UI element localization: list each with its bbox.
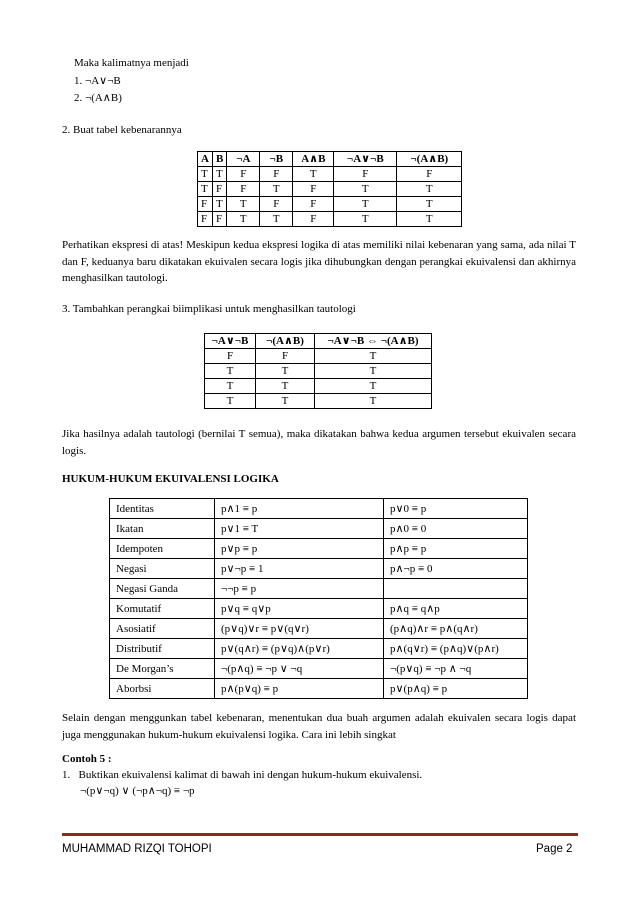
law-formula-2 xyxy=(384,579,528,599)
col-header: A xyxy=(198,152,213,167)
law-name: Distributif xyxy=(110,639,215,659)
cell: F xyxy=(260,167,293,182)
table-row xyxy=(110,639,528,659)
cell: T xyxy=(315,364,432,379)
example-item: 1. Buktikan ekuivalensi kalimat di bawah ini dengan hukum-hukum ekuivalensi. xyxy=(62,769,423,781)
col-header: B xyxy=(212,152,226,167)
law-name: De Morgan’s xyxy=(110,659,215,679)
table-row xyxy=(205,379,432,394)
cell: T xyxy=(293,167,334,182)
table-row xyxy=(110,619,528,639)
cell: T xyxy=(260,182,293,197)
law-name: Komutatif xyxy=(110,599,215,619)
law-formula-2: ¬(p∨q) ≡ ¬p ∧ ¬q xyxy=(384,659,528,679)
col-header: A∧B xyxy=(293,152,334,167)
cell: T xyxy=(198,167,213,182)
cell: F xyxy=(198,212,213,227)
law-formula-1: ¬(p∧q) ≡ ¬p ∨ ¬q xyxy=(215,659,384,679)
table-row xyxy=(205,349,432,364)
cell: F xyxy=(397,167,462,182)
col-header: ¬A xyxy=(227,152,260,167)
cell: T xyxy=(334,212,397,227)
cell: T xyxy=(334,197,397,212)
cell: F xyxy=(205,349,256,364)
law-formula-1: ¬¬p ≡ p xyxy=(215,579,384,599)
cell: F xyxy=(198,197,213,212)
cell: F xyxy=(212,212,226,227)
col-header: ¬A∨¬B xyxy=(205,334,256,349)
law-formula-2: p∨0 ≡ p xyxy=(384,499,528,519)
law-name: Negasi Ganda xyxy=(110,579,215,599)
table-row xyxy=(205,364,432,379)
cell: T xyxy=(397,182,462,197)
cell: T xyxy=(227,197,260,212)
paragraph-1: Perhatikan ekspresi di atas! Meskipun kedua ekspresi logika di atas memiliki nilai kebenaran yang sama, ada nilai T dan F, keduanya baru dikatakan ekuivalen secara logis jika dihubungkan dengan perangkai ekuivalensi dan akhirnya menghasilkan tautologi. xyxy=(62,239,576,284)
cell: T xyxy=(334,182,397,197)
cell: T xyxy=(198,182,213,197)
table-row xyxy=(198,197,462,212)
col-header: ¬(A∧B) xyxy=(397,152,462,167)
table-row xyxy=(198,167,462,182)
footer-rule xyxy=(62,833,578,836)
cell: T xyxy=(397,197,462,212)
col-header: ¬A∨¬B xyxy=(334,152,397,167)
cell: T xyxy=(397,212,462,227)
law-formula-1: p∨p ≡ p xyxy=(215,539,384,559)
cell: F xyxy=(293,182,334,197)
law-name: Idempoten xyxy=(110,539,215,559)
table-row xyxy=(110,679,528,699)
cell: T xyxy=(256,379,315,394)
col-header: ¬B xyxy=(260,152,293,167)
law-formula-1: p∧1 ≡ p xyxy=(215,499,384,519)
cell: T xyxy=(205,379,256,394)
biimplication-table xyxy=(204,333,432,409)
law-name: Ikatan xyxy=(110,519,215,539)
cell: F xyxy=(227,167,260,182)
laws-heading: HUKUM-HUKUM EKUIVALENSI LOGIKA xyxy=(62,473,279,485)
cell: T xyxy=(205,394,256,409)
intro-lead: Maka kalimatnya menjadi xyxy=(74,57,189,69)
cell: T xyxy=(315,349,432,364)
cell: T xyxy=(212,167,226,182)
law-formula-2: p∨(p∧q) ≡ p xyxy=(384,679,528,699)
cell: F xyxy=(334,167,397,182)
intro-item-2: 2. ¬(A∧B) xyxy=(74,92,122,104)
table-row xyxy=(110,539,528,559)
law-formula-1: p∧(p∨q) ≡ p xyxy=(215,679,384,699)
law-formula-1: (p∨q)∨r ≡ p∨(q∨r) xyxy=(215,619,384,639)
law-name: Identitas xyxy=(110,499,215,519)
law-formula-1: p∨q ≡ q∨p xyxy=(215,599,384,619)
step3-heading: 3. Tambahkan perangkai biimplikasi untuk menghasilkan tautologi xyxy=(62,303,356,315)
table-row xyxy=(198,182,462,197)
law-formula-1: p∨(q∧r) ≡ (p∨q)∧(p∨r) xyxy=(215,639,384,659)
col-header: ¬A∨¬B ⇔ ¬(A∧B) xyxy=(315,334,432,349)
cell: T xyxy=(205,364,256,379)
law-formula-2: (p∧q)∧r ≡ p∧(q∧r) xyxy=(384,619,528,639)
cell: T xyxy=(260,212,293,227)
law-formula-2: p∧¬p ≡ 0 xyxy=(384,559,528,579)
table-row xyxy=(205,394,432,409)
cell: F xyxy=(227,182,260,197)
table-row xyxy=(110,559,528,579)
law-formula-2: p∧(q∨r) ≡ (p∧q)∨(p∧r) xyxy=(384,639,528,659)
paragraph-2: Jika hasilnya adalah tautologi (bernilai T semua), maka dikatakan bahwa kedua argumen tersebut ekuivalen secara logis. xyxy=(62,428,576,457)
cell: F xyxy=(256,349,315,364)
table-row xyxy=(110,519,528,539)
step2-heading: 2. Buat tabel kebenarannya xyxy=(62,124,182,136)
law-name: Aborbsi xyxy=(110,679,215,699)
cell: T xyxy=(256,394,315,409)
intro-item-1: 1. ¬A∨¬B xyxy=(74,75,121,87)
equivalence-laws-table xyxy=(109,498,528,699)
cell: F xyxy=(212,182,226,197)
law-formula-1: p∨1 ≡ T xyxy=(215,519,384,539)
law-formula-2: p∧0 ≡ 0 xyxy=(384,519,528,539)
cell: T xyxy=(227,212,260,227)
cell: F xyxy=(260,197,293,212)
col-header: ¬(A∧B) xyxy=(256,334,315,349)
law-formula-1: p∨¬p ≡ 1 xyxy=(215,559,384,579)
example-expression: ¬(p∨¬q) ∨ (¬p∧¬q) ≡ ¬p xyxy=(80,785,195,797)
table-row xyxy=(110,499,528,519)
cell: F xyxy=(293,212,334,227)
table-row xyxy=(110,599,528,619)
law-formula-2: p∧q ≡ q∧p xyxy=(384,599,528,619)
table-row xyxy=(198,212,462,227)
cell: T xyxy=(212,197,226,212)
example-heading: Contoh 5 : xyxy=(62,753,112,765)
footer-page-number: Page 2 xyxy=(536,843,573,855)
law-name: Negasi xyxy=(110,559,215,579)
table-row xyxy=(110,579,528,599)
law-name: Asosiatif xyxy=(110,619,215,639)
table-header-row xyxy=(198,152,462,167)
paragraph-3: Selain dengan menggunkan tabel kebenaran, menentukan dua buah argumen adalah ekuivalen secara logis dapat juga menggunakan hukum-hukum ekuivalensi logika. Cara ini lebih singkat xyxy=(62,712,576,741)
cell: T xyxy=(315,379,432,394)
truth-table xyxy=(197,151,462,227)
footer-author: MUHAMMAD RIZQI TOHOPI xyxy=(62,843,212,855)
cell: T xyxy=(315,394,432,409)
cell: F xyxy=(293,197,334,212)
law-formula-2: p∧p ≡ p xyxy=(384,539,528,559)
table-header-row xyxy=(205,334,432,349)
cell: T xyxy=(256,364,315,379)
table-row xyxy=(110,659,528,679)
